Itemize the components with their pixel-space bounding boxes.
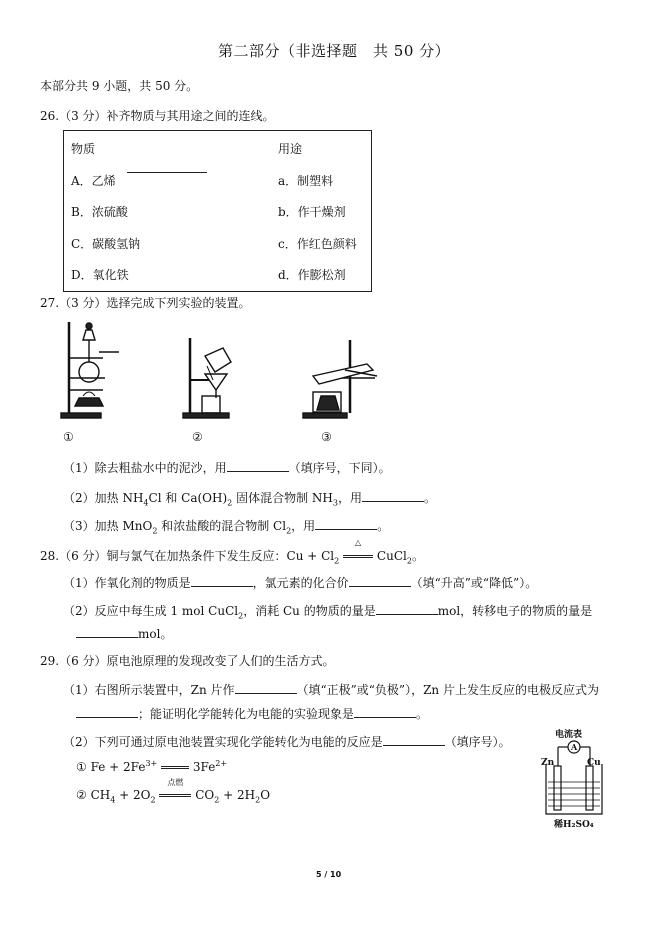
q27-blank-1[interactable] bbox=[227, 460, 289, 472]
solution-label: 稀H₂SO₄ bbox=[554, 820, 594, 830]
q27-blank-3[interactable] bbox=[315, 518, 377, 530]
q27-label-3: ③ bbox=[321, 430, 332, 444]
cell-figure-title: 电流表 bbox=[555, 730, 583, 740]
q29-blank-3[interactable] bbox=[354, 706, 416, 718]
q26-item-a: A．乙烯 bbox=[71, 174, 116, 188]
q29-blank-2[interactable] bbox=[76, 706, 138, 718]
q29-reaction-condition: 点燃 bbox=[159, 788, 191, 802]
q29-reaction-2: ② $CH_4 + 2O_2$ 点燃 $CO_2 + 2H_2O$ bbox=[76, 778, 271, 805]
apparatus-2 bbox=[183, 338, 231, 418]
q26-item-b: B．浓硫酸 bbox=[71, 205, 128, 219]
section-intro: 本部分共 9 小题，共 50 分。 bbox=[40, 79, 199, 93]
q27-sub3: （3）加热 MnO$_2$ 和浓盐酸的混合物制 $Cl_2$，用 。 bbox=[63, 519, 390, 536]
q29-blank-1[interactable] bbox=[235, 682, 297, 694]
q26-use-d: d．作膨松剂 bbox=[278, 268, 346, 282]
q28-heading: 28.（6 分）铜与氯气在加热条件下发生反应：$Cu + Cl_2$ △ CuCl$_2$。 bbox=[40, 538, 424, 566]
q29-sub2: （2）下列可通过原电池装置实现化学能转化为电能的反应是 （填序号）。 bbox=[63, 735, 511, 749]
q27-label-1: ① bbox=[63, 430, 74, 444]
zn-label: Zn bbox=[541, 758, 555, 768]
q26-col-use: 用途 bbox=[278, 142, 303, 156]
q26-use-b: b．作干燥剂 bbox=[278, 205, 346, 219]
q29-heading: 29.（6 分）原电池原理的发现改变了人们的生活方式。 bbox=[40, 654, 335, 668]
q28-blank-1[interactable] bbox=[191, 575, 253, 587]
q26-col-substance: 物质 bbox=[71, 142, 96, 156]
q28-blank-3[interactable] bbox=[376, 603, 438, 615]
q28-blank-4[interactable] bbox=[76, 626, 138, 638]
q26-item-c: C．碳酸氢钠 bbox=[71, 237, 141, 251]
q29-blank-4[interactable] bbox=[383, 734, 445, 746]
q27-sub1: （1）除去粗盐水中的泥沙，用 （填序号，下同）。 bbox=[63, 461, 391, 475]
ammeter-label: A bbox=[571, 742, 578, 752]
apparatus-1 bbox=[61, 322, 119, 418]
q28-reaction-condition: △ bbox=[343, 549, 373, 563]
q27-label-2: ② bbox=[192, 430, 203, 444]
apparatus-3 bbox=[303, 340, 377, 418]
q27-blank-2[interactable] bbox=[362, 490, 424, 502]
q29-reaction-1: ① $Fe + 2Fe^{3+}$ $3Fe^{2+}$ bbox=[76, 759, 228, 774]
q28-sub2: （2）反应中每生成 1 mol CuCl$_2$，消耗 Cu 的物质的量是 mol，转移电子的物质的量是 bbox=[63, 604, 593, 621]
q27-apparatus-figure bbox=[55, 318, 385, 424]
q26-use-a: a．制塑料 bbox=[278, 174, 334, 188]
q27-heading: 27.（3 分）选择完成下列实验的装置。 bbox=[40, 296, 251, 310]
q26-connecting-line bbox=[127, 172, 207, 173]
q26-heading: 26.（3 分）补齐物质与其用途之间的连线。 bbox=[40, 109, 275, 123]
q26-use-c: c．作红色颜料 bbox=[278, 237, 357, 251]
q26-item-d: D．氧化铁 bbox=[71, 268, 129, 282]
page-number: 5 / 10 bbox=[316, 870, 342, 879]
q28-sub2-cont: mol。 bbox=[76, 625, 172, 642]
q28-blank-2[interactable] bbox=[349, 575, 411, 587]
page-title: 第二部分（非选择题 共 50 分） bbox=[218, 42, 451, 60]
q29-sub1: （1）右图所示装置中，Zn 片作 （填“正极”或“负极”），Zn 片上发生反应的电极反应式为 bbox=[63, 683, 599, 697]
q28-sub1: （1）作氧化剂的物质是 ，氯元素的化合价 （填“升高”或“降低”）。 bbox=[63, 576, 538, 590]
cu-label: Cu bbox=[587, 758, 601, 768]
q29-sub1-cont: ；能证明化学能转化为电能的实验现象是 。 bbox=[76, 705, 428, 722]
q27-sub2: （2）加热 $NH_4Cl$ 和 $Ca(OH)_2$ 固体混合物制 $NH_3$，用 。 bbox=[63, 491, 436, 508]
